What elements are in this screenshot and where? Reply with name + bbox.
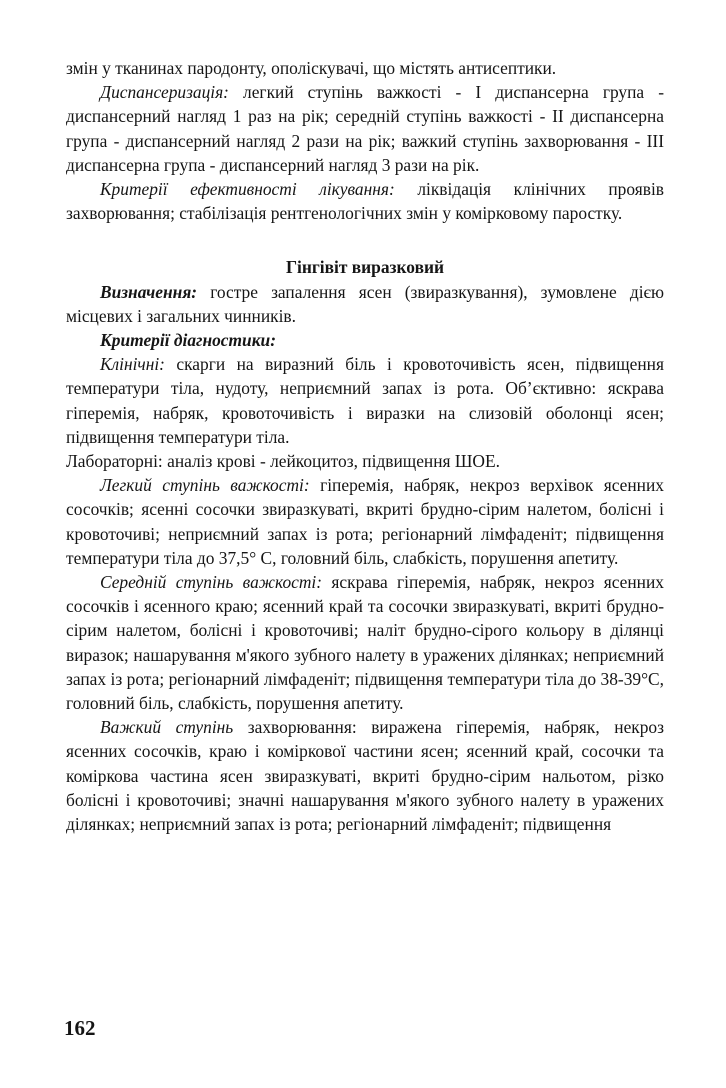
paragraph-text: ліквідація клінічних проявів захворювання; стабілізація рентгенологічних змін у комірковому паростку. (66, 179, 664, 224)
term-label: Легкий ступінь важкості: (100, 475, 310, 496)
term-label: Критерії ефективності лікування: (100, 179, 395, 200)
term-label: Диспансеризація: (100, 82, 229, 103)
paragraph-laboratory (66, 449, 664, 473)
paragraph-text: Лабораторні: аналіз крові - лейкоцитоз, підвищення ШОЕ. (66, 451, 500, 472)
paragraph-mild-degree (66, 473, 664, 570)
paragraph-text: яскрава гіперемія, набряк, некроз ясенних сосочків і ясенного краю; ясенний край та сосочки звиразкуваті, вкриті брудно-сірим налетом, болісні і кровоточиві; наліт брудно-сірого кольору в ділянці виразок; нашарування м'якого зубного налету в уражених ділянках; неприємний запах із рота; регіонарний лімфаденіт; підвищення температури тіла до 38-39°С, головний біль, слабкість, порушення апетиту. (66, 572, 664, 714)
paragraph-text: змін у тканинах пародонту, ополіскувачі, що містять антисептики. (66, 58, 557, 78)
term-label: Важкий ступінь (100, 717, 234, 738)
paragraph-text: скарги на виразний біль і кровоточивість ясен, підвищення температури тіла, нудоту, неприємний запах із рота. Об’єктивно: яскрава гіперемія, набряк, кровоточивість і виразки на слизовій оболонці ясен; підвищення температури тіла. (66, 354, 664, 447)
term-label: Середній ступінь важкості: (100, 572, 323, 593)
paragraph-moderate-degree (66, 570, 664, 715)
paragraph-text: легкий ступінь важкості - І диспансерна група - диспансерний нагляд 1 раз на рік; середній ступінь важкості - ІІ диспансерна група - диспансерний нагляд 2 рази на рік; важкий ступінь захворювання - ІІІ диспансерна група - диспансерний нагляд 3 рази на рік. (66, 82, 664, 175)
term-label: Клінічні: (100, 354, 165, 375)
paragraph-clinical (66, 352, 664, 449)
paragraph-dispensary (66, 80, 664, 177)
paragraph-antiseptics (66, 56, 664, 80)
paragraph-definition (66, 280, 664, 328)
paragraph-severe-degree (66, 715, 664, 836)
paragraph-diagnostic-criteria (66, 328, 664, 352)
term-label: Визначення: (100, 281, 198, 302)
paragraph-text: гіперемія, набряк, некроз верхівок ясенних сосочків; ясенні сосочки звиразкуваті, вкриті брудно-сірим налетом, болісні і кровоточиві; неприємний запах із рота; регіонарний лімфаденіт; підвищення температури тіла до 37,5° С, головний біль, слабкість, порушення апетиту. (66, 475, 664, 568)
page-content (66, 56, 664, 836)
paragraph-treatment-criteria (66, 177, 664, 225)
page-number: 162 (64, 1016, 96, 1040)
term-label: Критерії діагностики: (100, 330, 277, 351)
section-heading: Гінгівіт виразковий (285, 257, 444, 278)
paragraph-text: захворювання: виражена гіперемія, набряк, некроз ясенних сосочків, краю і коміркової частини ясен; ясенний край, сосочки та коміркова частина ясен звиразкуваті, вкриті брудно-сірим нальотом, різко болісні і кровоточиві; значні нашарування м'якого зубного налету в уражених ділянках; неприємний запах із рота; регіонарний лімфаденіт; підвищення (66, 717, 664, 835)
paragraph-text: гостре запалення ясен (звиразкування), зумовлене дією місцевих і загальних чинників. (66, 281, 664, 326)
